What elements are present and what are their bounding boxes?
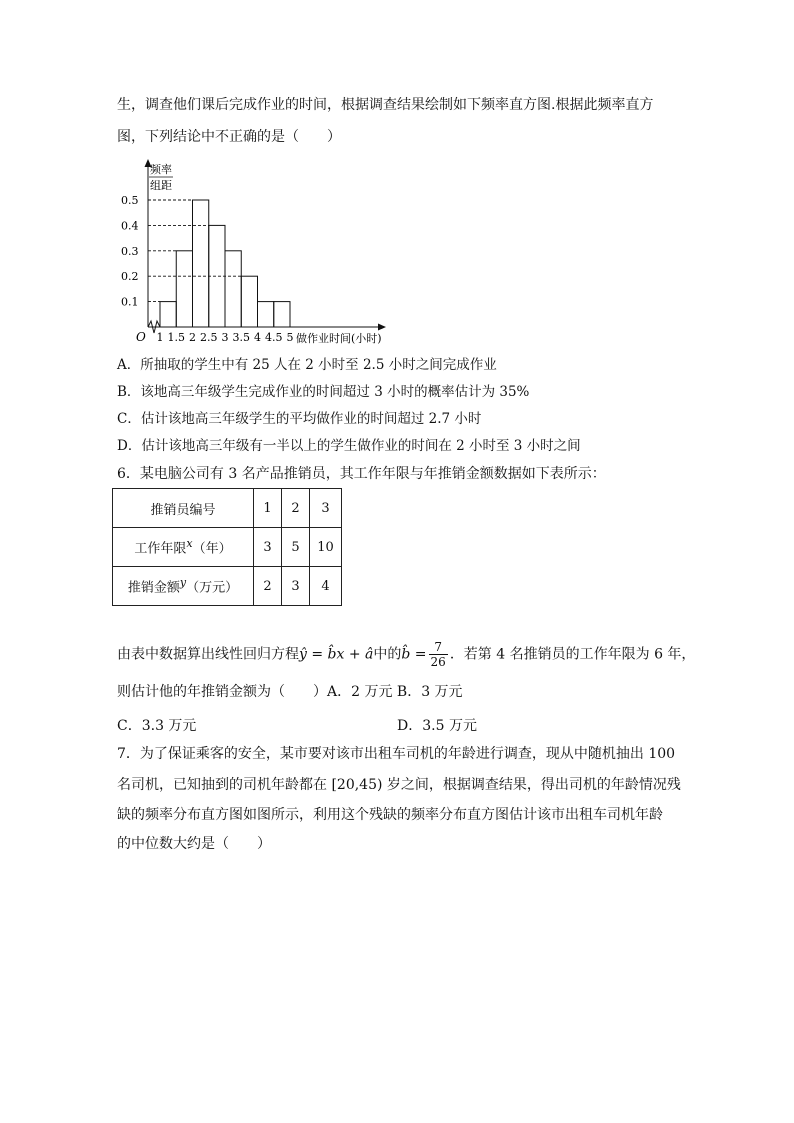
q6-option-c: C．3.3 万元 <box>117 718 197 734</box>
table-row <box>113 567 342 606</box>
table-cell: 3 <box>254 528 282 567</box>
regression-equation: ŷ = b̂x + â <box>299 646 374 663</box>
fraction <box>429 640 448 669</box>
q6-text-a: 由表中数据算出线性回归方程 <box>117 646 299 663</box>
y-tick-label: 0.1 <box>121 295 139 309</box>
table-cell: 2 <box>282 489 310 528</box>
x-tick-label: 3 <box>221 331 229 344</box>
x-tick-label: 5 <box>286 331 294 344</box>
option-a: A．所抽取的学生中有 25 人在 2 小时至 2.5 小时之间完成作业 <box>117 357 497 373</box>
table-cell: 2 <box>254 567 282 606</box>
x-tick-label: 1 <box>156 331 164 344</box>
option-d: D．估计该地高三年级有一半以上的学生做作业的时间在 2 小时至 3 小时之间 <box>117 438 581 454</box>
y-tick-label: 0.4 <box>121 219 139 233</box>
table-cell: 4 <box>310 567 342 606</box>
option-c: C．估计该地高三年级学生的平均做作业的时间超过 2.7 小时 <box>117 411 482 427</box>
x-tick-label: 1.5 <box>167 331 185 344</box>
q6-regression-line <box>117 640 695 669</box>
histogram-bar <box>241 276 257 327</box>
fraction-numerator: 7 <box>429 640 448 655</box>
row-label-unit: （万元） <box>186 580 239 596</box>
intro-line-2: 图，下列结论中不正确的是（ ） <box>117 129 341 145</box>
histogram-bar <box>209 225 225 327</box>
table-row <box>113 489 342 528</box>
y-axis-label-bottom: 组距 <box>150 179 172 192</box>
salesperson-table <box>112 488 342 606</box>
q7-line-4: 的中位数大约是（ ） <box>117 836 271 852</box>
fraction-denominator: 26 <box>430 655 446 669</box>
origin-label: O <box>136 330 146 344</box>
x-tick-label: 4 <box>254 331 261 344</box>
row-label <box>113 567 254 606</box>
table-cell: 10 <box>310 528 342 567</box>
q7-line-1: 7．为了保证乘客的安全，某市要对该市出租车司机的年龄进行调查，现从中随机抽出 100 <box>117 746 676 762</box>
variable-y: y <box>179 576 187 590</box>
histogram-bar <box>274 302 290 327</box>
row-label-text: 工作年限 <box>134 541 187 557</box>
q6-question-line: 则估计他的年推销金额为（ ）A．2 万元 B．3 万元 <box>117 684 463 700</box>
row-label-unit: （年） <box>192 541 232 557</box>
q6-text-c: ．若第 4 名推销员的工作年限为 6 年， <box>449 646 696 663</box>
x-axis-arrow <box>378 324 386 331</box>
q6-option-d: D．3.5 万元 <box>397 718 477 734</box>
histogram-bar <box>225 251 241 327</box>
y-tick-label: 0.3 <box>121 244 139 258</box>
x-tick-label: 2 <box>189 331 196 344</box>
y-tick-label: 0.5 <box>121 194 139 207</box>
variable-x: x <box>186 537 193 551</box>
row-label: 推销员编号 <box>113 489 254 528</box>
histogram-bar <box>193 200 209 327</box>
q6-text-b: 中的 <box>373 646 402 663</box>
q7-line-3: 缺的频率分布直方图如图所示，利用这个残缺的频率分布直方图估计该市出租车司机年龄 <box>117 807 663 823</box>
table-cell: 3 <box>310 489 342 528</box>
row-label-text: 推销金额 <box>127 580 180 596</box>
q6-stem: 6．某电脑公司有 3 名产品推销员，其工作年限与年推销金额数据如下表所示： <box>117 466 606 482</box>
q7-line-2: 名司机，已知抽到的司机年龄都在 [20,45) 岁之间，根据调查结果，得出司机的年龄情况残 <box>117 777 681 793</box>
table-cell: 3 <box>282 567 310 606</box>
x-tick-label: 4.5 <box>265 331 283 344</box>
y-axis-label-top: 频率 <box>150 163 172 176</box>
b-hat: b̂ = <box>401 646 427 663</box>
x-tick-label: 2.5 <box>200 331 218 344</box>
y-tick-label: 0.2 <box>121 270 139 284</box>
table-cell: 1 <box>254 489 282 528</box>
x-tick-label: 3.5 <box>232 331 250 344</box>
histogram-bar <box>258 302 274 327</box>
table-row <box>113 528 342 567</box>
histogram-bar <box>160 302 176 327</box>
x-axis-label: 做作业时间(小时) <box>296 332 382 345</box>
option-b: B．该地高三年级学生完成作业的时间超过 3 小时的概率估计为 35% <box>117 384 530 400</box>
row-label <box>113 528 254 567</box>
frequency-histogram <box>110 155 410 345</box>
histogram-bar <box>176 251 192 327</box>
table-cell: 5 <box>282 528 310 567</box>
intro-line-1: 生，调查他们课后完成作业的时间，根据调查结果绘制如下频率直方图.根据此频率直方 <box>117 97 654 113</box>
